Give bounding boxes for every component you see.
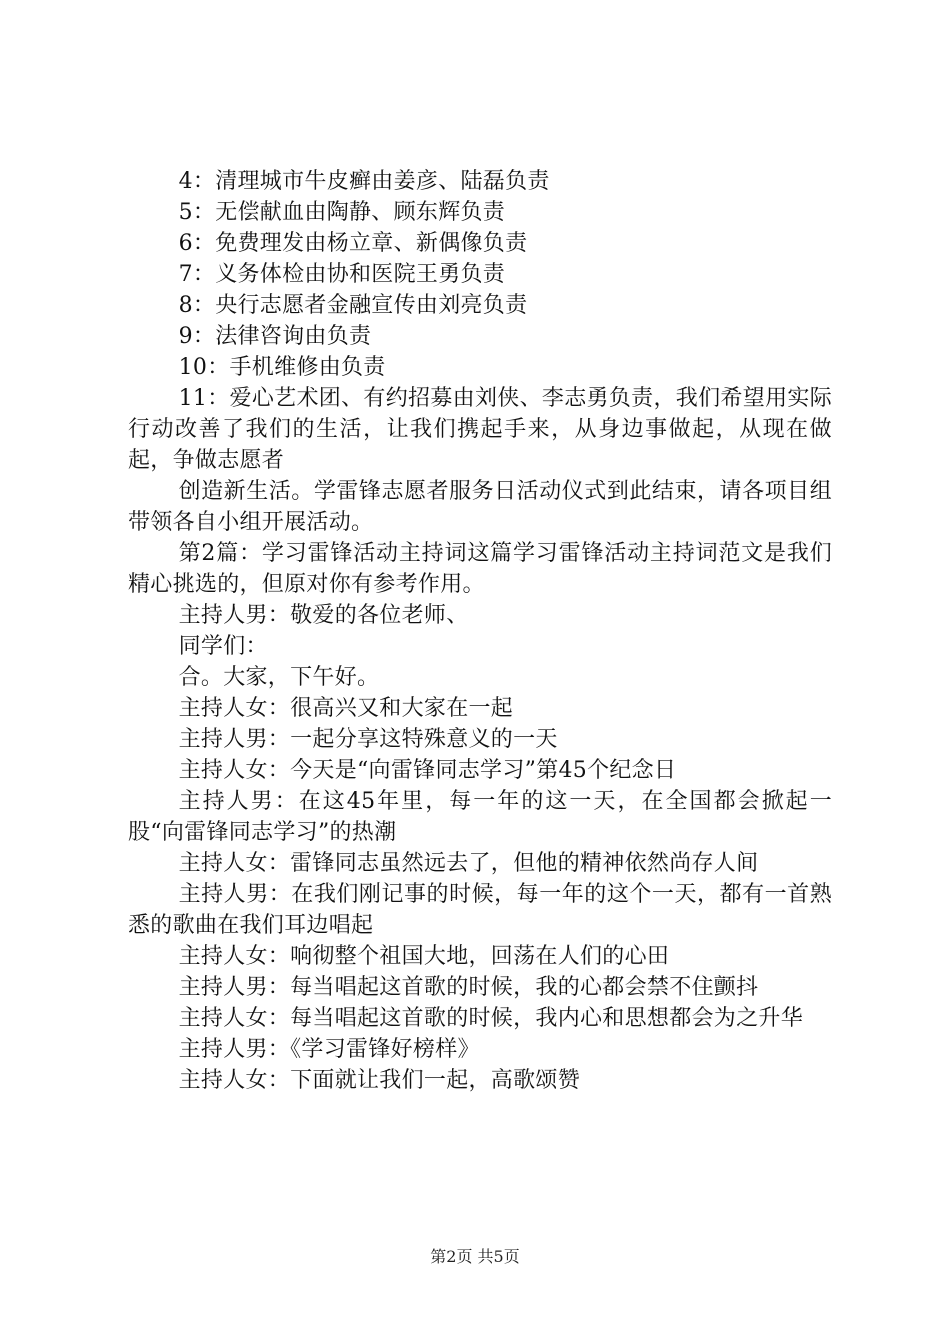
paragraph: 主持人男：在这45年里，每一年的这一天，在全国都会掀起一股“向雷锋同志学习”的热潮 (128, 789, 832, 845)
paragraph: 9：法律咨询由负责 (178, 324, 372, 349)
document-body (128, 166, 832, 1096)
paragraph: 主持人男：《学习雷锋好榜样》 (178, 1037, 480, 1062)
paragraph: 主持人男：敬爱的各位老师、 (178, 603, 469, 628)
paragraph: 8：央行志愿者金融宣传由刘亮负责 (178, 293, 528, 318)
paragraph: 主持人女：很高兴又和大家在一起 (178, 696, 514, 721)
paragraph: 11：爱心艺术团、有约招募由刘侠、李志勇负责，我们希望用实际行动改善了我们的生活，让我们携起手来，从身边事做起，从现在做起，争做志愿者 (128, 386, 832, 473)
page-number-footer: 第2页 共5页 (430, 1247, 520, 1266)
paragraph: 6：免费理发由杨立章、新偶像负责 (178, 231, 528, 256)
paragraph: 主持人男：一起分享这特殊意义的一天 (178, 727, 558, 752)
paragraph: 主持人男：每当唱起这首歌的时候，我的心都会禁不住颤抖 (178, 975, 759, 1000)
paragraph: 同学们： (178, 634, 268, 659)
paragraph: 10：手机维修由负责 (178, 355, 386, 380)
paragraph: 主持人女：今天是“向雷锋同志学习”第45个纪念日 (178, 758, 677, 783)
paragraph: 合。大家，下午好。 (178, 665, 380, 690)
paragraph: 主持人女：雷锋同志虽然远去了，但他的精神依然尚存人间 (178, 851, 759, 876)
paragraph: 主持人男：在我们刚记事的时候，每一年的这个一天，都有一首熟悉的歌曲在我们耳边唱起 (128, 882, 832, 938)
paragraph: 创造新生活。学雷锋志愿者服务日活动仪式到此结束，请各项目组带领各自小组开展活动。 (128, 479, 832, 535)
paragraph: 4：清理城市牛皮癣由姜彦、陆磊负责 (178, 169, 550, 194)
paragraph: 第2篇：学习雷锋活动主持词这篇学习雷锋活动主持词范文是我们精心挑选的，但原对你有参考作用。 (128, 541, 832, 597)
paragraph: 主持人女：下面就让我们一起，高歌颂赞 (178, 1068, 580, 1093)
paragraph: 主持人女：每当唱起这首歌的时候，我内心和思想都会为之升华 (178, 1006, 803, 1031)
paragraph: 主持人女：响彻整个祖国大地，回荡在人们的心田 (178, 944, 670, 969)
paragraph: 7：义务体检由协和医院王勇负责 (178, 262, 506, 287)
paragraph: 5：无偿献血由陶静、顾东辉负责 (178, 200, 506, 225)
